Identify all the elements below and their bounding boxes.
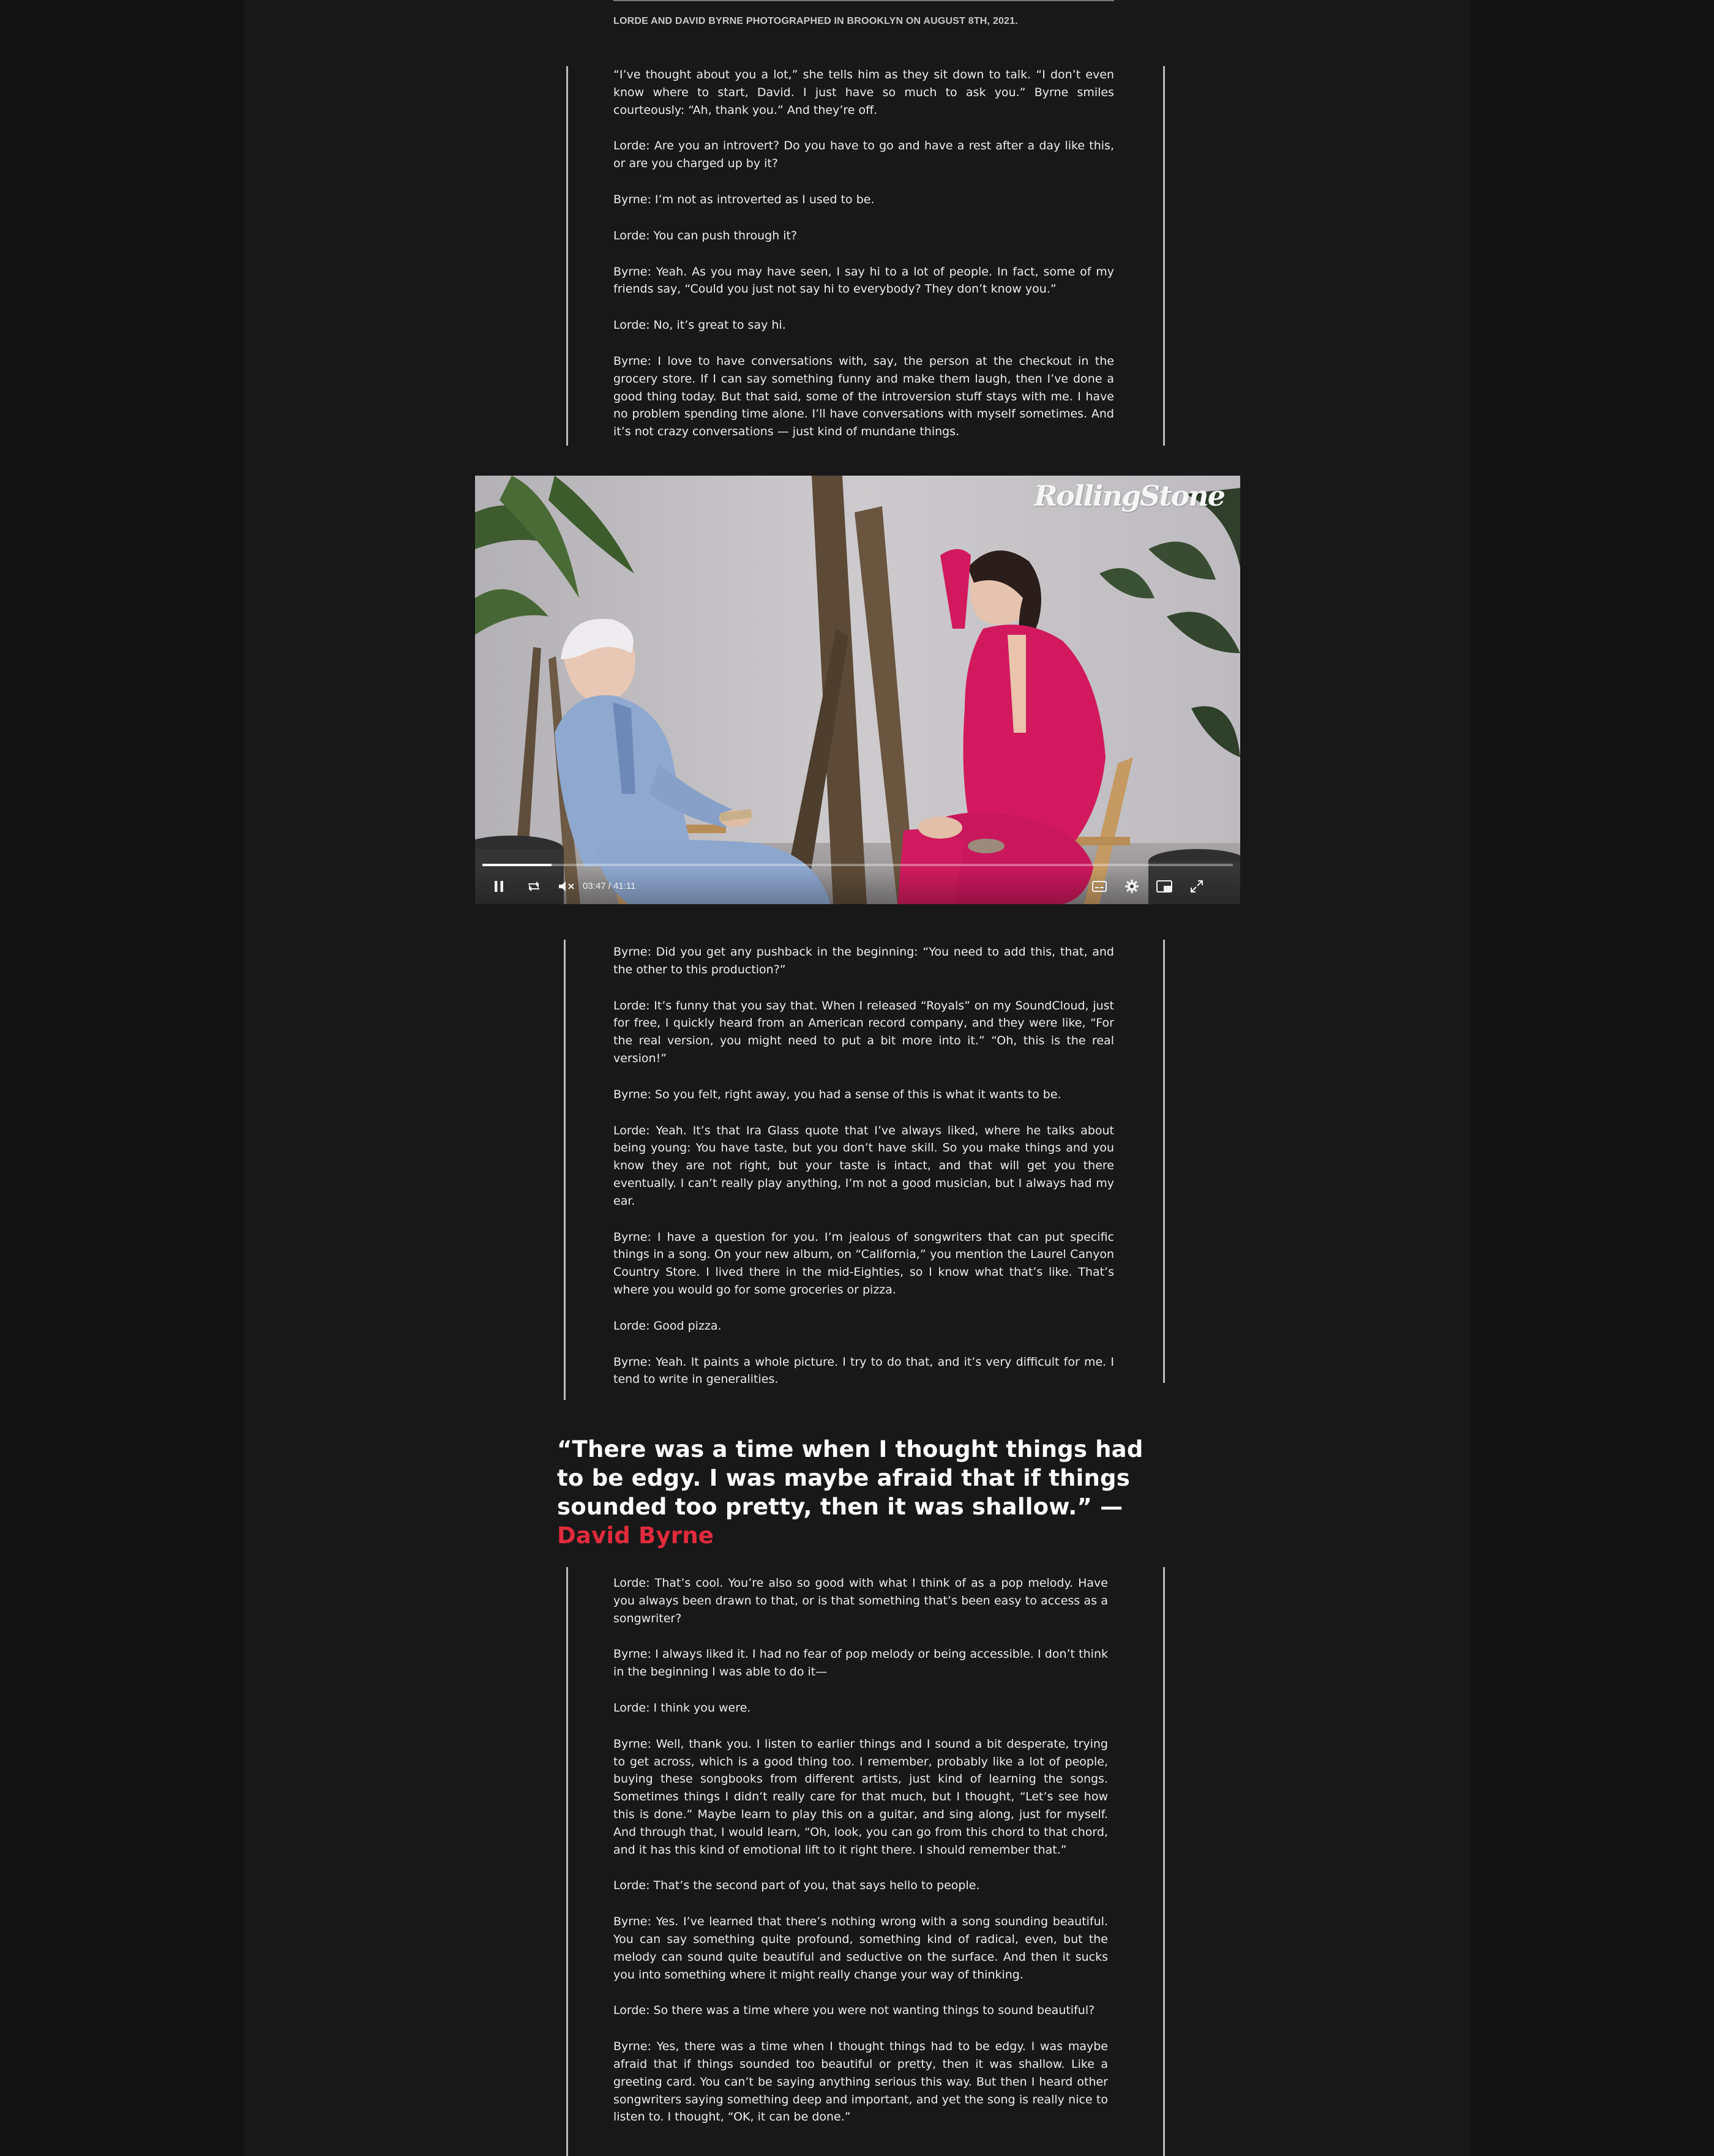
mute-icon <box>558 880 576 893</box>
mute-button[interactable] <box>556 869 578 904</box>
interview-section-2 <box>564 940 1165 1400</box>
interview-paragraph: Byrne: So you felt, right away, you had a sense of this is what it wants to be. <box>613 1087 1061 1101</box>
interview-paragraph: Byrne: I love to have conversations with, say, the person at the checkout in the grocery store. If I can say something funny and make them laugh, then I’ve done a good thing today. But that said, some of the introversion stuff stays with me. I have no problem spending time alone. I’ll have conversations with myself sometimes. And it’s not crazy conversations — just kind of mundane things. <box>613 354 1114 439</box>
pull-quote-attribution: David Byrne <box>557 1522 714 1549</box>
interview-paragraph: Lorde: No, it’s great to say hi. <box>613 318 786 332</box>
pull-quote <box>557 1435 1157 1550</box>
section-rule-left <box>564 940 566 1400</box>
interview-paragraph: Byrne: Well, thank you. I listen to earlier things and I sound a bit desperate, trying to get across, which is a good thing too. I remember, probably like a lot of people, buying these songbooks from different artists, just kind of learning the songs. Sometimes things I didn’t really care for that much, but I thought, “Let’s see how this is done.” Maybe learn to play this on a guitar, and sing along, just for myself. And through that, I would learn, “Oh, look, you can go from this chord to that chord, and it has this kind of emotional lift to it right there. I should remember that.” <box>613 1737 1108 1857</box>
interview-paragraph: Byrne: I always liked it. I had no fear of pop melody or being accessible. I don’t think in the beginning I was able to do it— <box>613 1647 1108 1679</box>
interview-paragraph: Byrne: I’m not as introverted as I used to be. <box>613 192 875 206</box>
picture-in-picture-button[interactable] <box>1154 869 1175 904</box>
interview-paragraph: Lorde: So there was a time where you were not wanting things to sound beautiful? <box>613 2004 1095 2018</box>
video-frame <box>475 476 1240 904</box>
settings-button[interactable] <box>1121 869 1142 904</box>
section-rule-left <box>566 66 568 446</box>
photo-caption: LORDE AND DAVID BYRNE PHOTOGRAPHED IN BROOKLYN ON AUGUST 8TH, 2021. <box>613 16 1018 26</box>
interview-paragraph: Lorde: I think you were. <box>613 1701 751 1715</box>
video-progress-fill <box>482 864 552 866</box>
interview-paragraph: Lorde: That’s the second part of you, that says hello to people. <box>613 1879 980 1893</box>
video-progress-bar[interactable] <box>482 864 1233 866</box>
captions-button[interactable] <box>1089 869 1110 904</box>
interview-paragraph: Lorde: Yeah. It’s that Ira Glass quote that I’ve always liked, where he talks about being young: You have taste, but you don’t have skill. So you make things and you know they are not right, but your taste is intact, and that will get you there eventually. I can’t really play anything, I’m not a good musician, but I always had my ear. <box>613 1123 1114 1208</box>
section-rule-left <box>566 1567 568 2156</box>
section-rule-right <box>1163 940 1165 1383</box>
loop-button[interactable] <box>524 869 544 904</box>
loop-icon <box>526 880 542 893</box>
settings-icon <box>1125 879 1139 894</box>
pause-button[interactable] <box>490 869 508 904</box>
video-time: 03:47 / 41:11 <box>583 881 636 891</box>
interview-paragraph: Byrne: Yes. I’ve learned that there’s nothing wrong with a song sounding beautiful. You can say something quite profound, something kind of radical, even, but the melody can sound quite beautiful and seductive on the surface. And then it sucks you into something where it might really change your way of thinking. <box>613 1915 1108 1982</box>
fullscreen-icon <box>1190 880 1203 893</box>
video-player[interactable] <box>475 476 1240 904</box>
picture-in-picture-icon <box>1156 880 1172 893</box>
section-rule-right <box>1163 1567 1165 2156</box>
interview-paragraph: Byrne: Yeah. As you may have seen, I say hi to a lot of people. In fact, some of my friends say, “Could you just not say hi to everybody? They don’t know you.” <box>613 264 1114 296</box>
interview-paragraph: Byrne: Did you get any pushback in the beginning: “You need to add this, that, and the other to this production?” <box>613 945 1114 976</box>
interview-paragraph: Byrne: Yes, there was a time when I thought things had to be edgy. I was maybe afraid that if things sounded too beautiful or pretty, then it was shallow. Like a greeting card. You can’t be saying anything serious this way. But then I heard other songwriters saying something deep and important, and yet the song is really nice to listen to. I thought, “OK, it can be done.” <box>613 2040 1108 2124</box>
rolling-stone-logo: RollingStone <box>1034 479 1224 512</box>
pull-quote-text: “There was a time when I thought things had to be edgy. I was maybe afraid that if things sounded too pretty, then it was shallow.” — <box>557 1436 1143 1520</box>
photo-bottom-divider <box>613 0 1114 1</box>
interview-paragraph: Byrne: I have a question for you. I’m jealous of songwriters that can put specific things in a song. On your new album, on “California,” you mention the Laurel Canyon Country Store. I lived there in the mid-Eighties, so I know what that’s like. That’s where you would go for some groceries or pizza. <box>613 1230 1114 1297</box>
captions-icon <box>1092 881 1107 892</box>
interview-paragraph: Lorde: That’s cool. You’re also so good with what I think of as a pop melody. Have you always been drawn to that, or is that something that’s been easy to access as a songwriter? <box>613 1576 1108 1625</box>
section-rule-right <box>1163 66 1165 446</box>
interview-section-1 <box>566 66 1165 446</box>
video-controls <box>475 869 1240 904</box>
interview-paragraph: Lorde: It’s funny that you say that. When I released “Royals” on my SoundCloud, just for free, I quickly heard from an American record company, and they were like, “For the real version, you might need to put a bit more into it.” “Oh, this is the real version!” <box>613 998 1114 1065</box>
interview-paragraph: Byrne: Yeah. It paints a whole picture. I try to do that, and it’s very difficult for me. I tend to write in generalities. <box>613 1355 1114 1387</box>
interview-section-3 <box>566 1567 1165 2156</box>
pause-icon <box>494 880 504 893</box>
interview-paragraph: “I’ve thought about you a lot,” she tells him as they sit down to talk. “I don’t even know where to start, David. I just have so much to ask you.” Byrne smiles courteously: “Ah, thank you.” And they’re off. <box>613 68 1114 117</box>
interview-paragraph: Lorde: Are you an introvert? Do you have to go and have a rest after a day like this, or are you charged up by it? <box>613 139 1114 171</box>
interview-paragraph: Lorde: Good pizza. <box>613 1319 722 1333</box>
fullscreen-button[interactable] <box>1186 869 1207 904</box>
interview-paragraph: Lorde: You can push through it? <box>613 228 798 242</box>
